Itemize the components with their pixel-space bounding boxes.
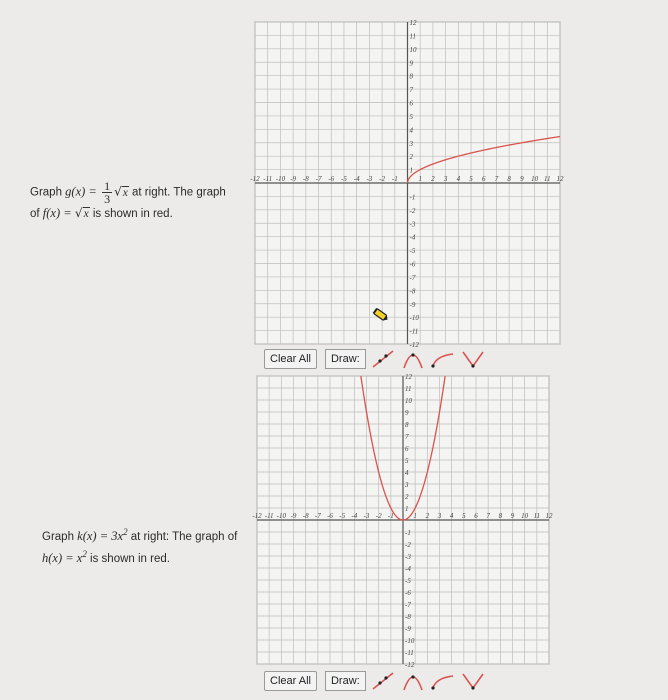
x-tick-label: -10: [276, 512, 287, 520]
func-h-label: h(x) = x: [42, 550, 83, 565]
y-tick-label: -6: [409, 260, 416, 269]
y-tick-label: -9: [409, 300, 416, 309]
text-at-right: at right. The graph: [128, 186, 226, 199]
draw-label-2: Draw:: [325, 671, 366, 691]
sqrt-symbol: √: [114, 184, 122, 199]
y-tick-label: 1: [405, 505, 409, 513]
y-tick-label: -12: [405, 661, 415, 669]
text-shown-in-red: is shown in red.: [89, 208, 173, 220]
func-k-label: k(x) = 3x: [77, 528, 124, 543]
y-tick-label: 6: [405, 445, 409, 453]
parabola-tool-icon[interactable]: [400, 348, 426, 370]
x-tick-label: 8: [507, 175, 511, 183]
y-tick-label: -7: [405, 601, 411, 609]
sqrt-tool-icon[interactable]: [430, 348, 456, 370]
absolute-value-tool-icon[interactable]: [460, 670, 486, 692]
y-tick-label: -1: [409, 193, 416, 202]
y-tick-label: 12: [405, 373, 412, 381]
text-graph: Graph: [30, 186, 66, 199]
draw-tools-2: [325, 670, 486, 692]
x-tick-label: -12: [250, 175, 260, 183]
fraction-one-third: [102, 180, 112, 205]
y-tick-label: 4: [405, 469, 409, 477]
pencil-icon[interactable]: [372, 308, 390, 322]
x-tick-label: 9: [510, 512, 515, 520]
x-tick-label: -4: [351, 512, 358, 520]
x-tick-label: -11: [264, 512, 274, 520]
y-tick-label: 8: [409, 72, 413, 81]
x-tick-label: -4: [353, 175, 360, 183]
y-tick-label: 5: [409, 112, 413, 121]
sqrt-tool-icon[interactable]: [430, 670, 456, 692]
text-of: of: [30, 208, 43, 220]
y-tick-label: -10: [409, 314, 419, 323]
problem-2-text: [42, 524, 237, 568]
y-tick-label: -11: [405, 649, 414, 657]
x-tick-label: 12: [545, 512, 553, 520]
sqrt-symbol-2: √: [74, 206, 83, 220]
y-tick-label: 8: [405, 421, 409, 429]
x-tick-label: 4: [449, 512, 454, 520]
line-tool-icon[interactable]: [370, 348, 396, 370]
y-tick-label: -11: [409, 327, 419, 336]
text-shown-in-red-2: is shown in red.: [86, 552, 170, 565]
draw-label: Draw:: [325, 349, 366, 369]
y-tick-label: 11: [405, 385, 412, 393]
y-tick-label: -2: [409, 206, 416, 215]
y-tick-label: -3: [405, 553, 411, 561]
clear-all-button[interactable]: Clear All: [264, 349, 317, 369]
problem-2-line-2: [42, 546, 237, 568]
x-tick-label: 2: [425, 512, 430, 520]
y-tick-label: -12: [409, 341, 419, 349]
x-tick-label: 3: [443, 175, 448, 183]
problem-1-line-2: [30, 205, 226, 223]
sqrt-argument: x: [122, 186, 128, 199]
y-tick-label: -5: [405, 577, 411, 585]
y-tick-label: 7: [405, 433, 409, 441]
absolute-value-tool-icon[interactable]: [460, 348, 486, 370]
x-tick-label: -2: [375, 512, 382, 520]
exponent-k: 2: [123, 527, 128, 537]
y-tick-label: 2: [405, 493, 409, 501]
y-tick-label: 9: [405, 409, 409, 417]
y-tick-label: 12: [409, 19, 417, 27]
x-tick-label: -7: [315, 175, 322, 183]
line-tool-icon[interactable]: [370, 670, 396, 692]
y-tick-label: -8: [405, 613, 411, 621]
problem-1-text: [30, 180, 226, 223]
x-tick-label: 3: [437, 512, 442, 520]
y-tick-label: -4: [405, 565, 411, 573]
x-tick-label: -6: [327, 512, 333, 520]
y-tick-label: 10: [409, 45, 417, 54]
toolbar-2: [264, 670, 486, 692]
y-tick-label: -3: [409, 220, 416, 229]
x-tick-label: 8: [498, 512, 503, 520]
x-tick-label: 12: [556, 175, 564, 183]
x-tick-label: -6: [328, 175, 335, 183]
y-tick-label: 3: [409, 139, 413, 148]
y-tick-label: 9: [409, 59, 413, 68]
parabola-tool-icon[interactable]: [400, 670, 426, 692]
graph-2[interactable]: [252, 373, 553, 669]
x-tick-label: -5: [341, 175, 347, 183]
y-tick-label: 1: [409, 166, 413, 175]
fraction-denominator: 3: [104, 192, 111, 206]
x-tick-label: -1: [387, 512, 394, 520]
y-tick-label: 5: [405, 457, 409, 465]
y-tick-label: -1: [405, 529, 411, 537]
x-tick-label: -2: [379, 175, 386, 183]
y-tick-label: -5: [409, 247, 416, 256]
y-tick-label: 2: [409, 153, 413, 162]
x-tick-label: 6: [482, 175, 486, 183]
x-tick-label: -9: [290, 175, 297, 183]
x-tick-label: 1: [418, 175, 422, 183]
y-tick-label: -8: [409, 287, 416, 296]
func-g-label: g(x) =: [65, 184, 97, 199]
y-tick-label: 11: [409, 32, 416, 41]
x-tick-label: -8: [302, 512, 309, 520]
toolbar-1: [264, 348, 486, 370]
x-tick-label: 5: [462, 512, 466, 520]
x-tick-label: -3: [366, 175, 373, 183]
exponent-h: 2: [82, 548, 87, 559]
y-tick-label: -2: [405, 541, 411, 549]
x-tick-label: -8: [302, 175, 309, 183]
y-tick-label: -6: [405, 589, 411, 597]
y-tick-label: -7: [409, 273, 416, 282]
x-tick-label: 1: [413, 512, 417, 520]
x-tick-label: 4: [456, 175, 461, 183]
x-tick-label: 11: [544, 175, 551, 183]
x-tick-label: -10: [275, 175, 286, 183]
y-tick-label: 6: [409, 99, 413, 108]
fraction-numerator: 1: [104, 179, 111, 193]
x-tick-label: -5: [339, 512, 346, 520]
x-tick-label: 10: [531, 175, 539, 183]
y-tick-label: 3: [405, 481, 409, 489]
x-tick-label: 11: [533, 512, 541, 520]
y-tick-label: -9: [405, 625, 411, 633]
clear-all-button-2[interactable]: Clear All: [264, 671, 317, 691]
x-tick-label: 10: [521, 512, 529, 520]
y-tick-label: -10: [405, 637, 415, 645]
y-tick-label: 4: [409, 126, 413, 135]
graph-1[interactable]: [250, 19, 564, 349]
x-tick-label: 7: [494, 175, 499, 183]
sqrt-argument-2: x: [83, 208, 89, 220]
x-tick-label: 6: [474, 512, 478, 520]
problem-2-line-1: [42, 524, 237, 546]
text-graph-2: Graph: [42, 530, 78, 543]
x-tick-label: -7: [314, 512, 321, 520]
y-tick-label: -4: [409, 233, 416, 242]
text-at-right-2: at right: The graph of: [127, 530, 238, 543]
draw-tools: [325, 348, 486, 370]
x-tick-label: 5: [469, 175, 473, 183]
x-tick-label: -1: [391, 175, 398, 183]
func-f-label: f(x) =: [42, 206, 72, 220]
x-tick-label: -11: [263, 175, 273, 183]
x-tick-label: -3: [363, 512, 370, 520]
x-tick-label: -9: [290, 512, 297, 520]
y-tick-label: 10: [405, 397, 412, 405]
x-tick-label: 2: [431, 175, 435, 183]
y-tick-label: 7: [409, 86, 413, 95]
x-tick-label: -12: [252, 512, 262, 520]
problem-1-line-1: [30, 180, 226, 205]
x-tick-label: 7: [486, 512, 490, 520]
x-tick-label: 9: [520, 175, 524, 183]
